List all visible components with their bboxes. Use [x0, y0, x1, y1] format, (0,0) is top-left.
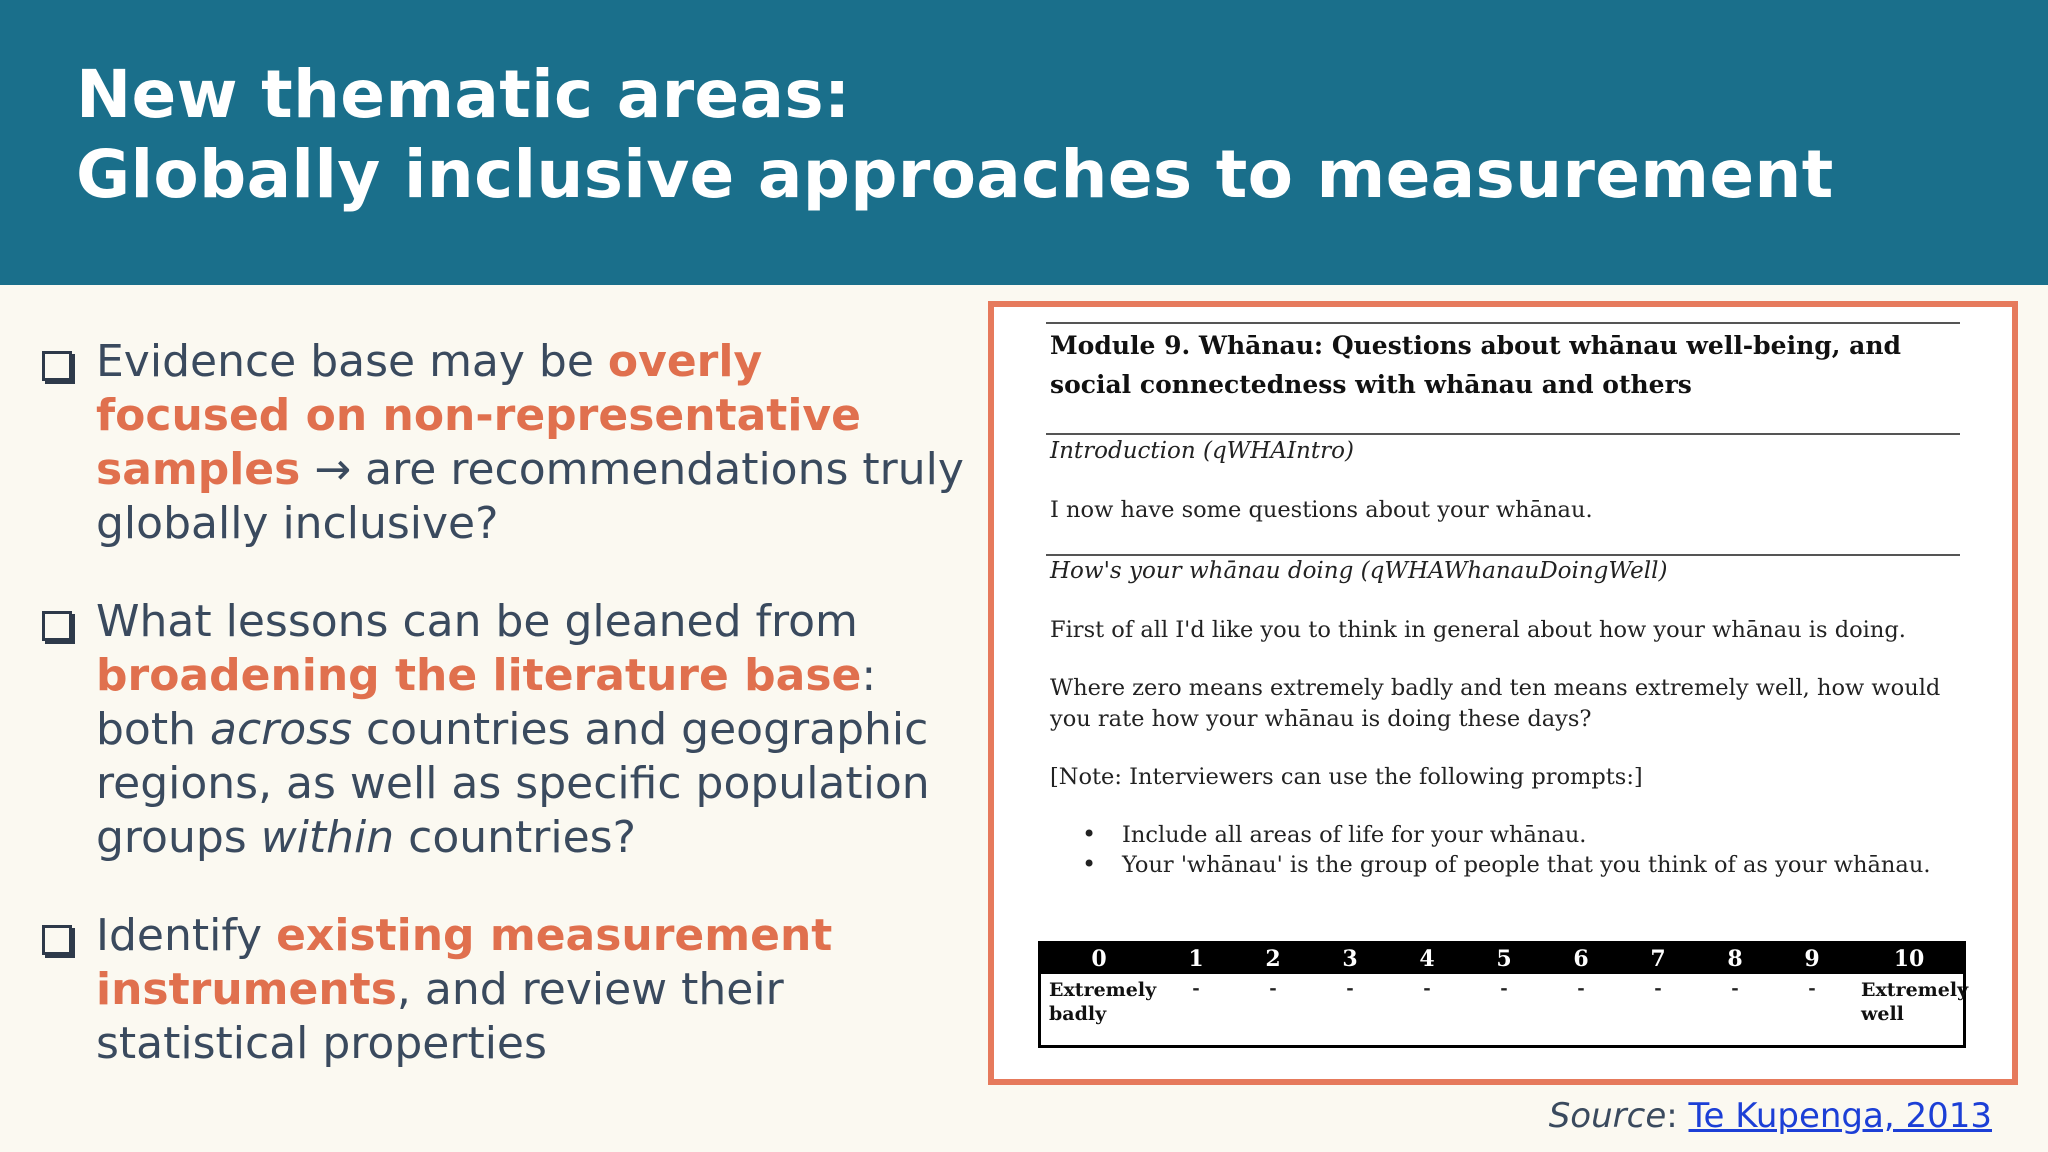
source-citation: Source: Te Kupenga, 2013 — [1548, 1096, 1992, 1136]
intro-label: Introduction (qWHAIntro) — [1050, 438, 1354, 464]
divider — [1046, 554, 1960, 556]
scale-dash: - — [1346, 978, 1354, 999]
scale-dash: - — [1808, 978, 1816, 999]
scale-number: 5 — [1496, 946, 1512, 972]
scale-dash: - — [1423, 978, 1431, 999]
scale-number: 10 — [1893, 946, 1925, 972]
source-link[interactable]: Te Kupenga, 2013 — [1688, 1096, 1992, 1136]
checkbox-bullet-icon — [42, 351, 72, 381]
title-line-2: Globally inclusive approaches to measurement — [76, 136, 1834, 213]
scale-number: 7 — [1650, 946, 1666, 972]
scale-dash: - — [1577, 978, 1585, 999]
question-intro: First of all I'd like you to think in general about how your whānau is doing. — [1050, 617, 1906, 643]
source-label: Source — [1548, 1096, 1667, 1136]
slide-title — [76, 55, 1834, 215]
scale-dash: - — [1500, 978, 1508, 999]
scale-dash: - — [1654, 978, 1662, 999]
scale-number: 6 — [1573, 946, 1589, 972]
doing-label: How's your whānau doing (qWHAWhanauDoingWell) — [1050, 558, 1668, 584]
scale-number: 1 — [1188, 946, 1204, 972]
bullet-item: Evidence base may be overly focused on non-representative samples → are recommendations truly globally inclusive? — [38, 335, 968, 551]
scale-number: 9 — [1804, 946, 1820, 972]
bullet-list — [38, 335, 968, 1071]
intro-text: I now have some questions about your whānau. — [1050, 497, 1593, 523]
prompt-item: • Include all areas of life for your whānau. — [1086, 822, 1586, 848]
bullet-item: What lessons can be gleaned from broadening the literature base: both across countries and geographic regions, as well as specific population groups within countries? — [38, 595, 968, 865]
scale-numbers-row — [1041, 944, 1963, 974]
scale-number: 8 — [1727, 946, 1743, 972]
scale-high-label: Extremely well — [1861, 979, 1969, 1025]
rating-scale — [1038, 941, 1969, 1048]
scale-dash: - — [1192, 978, 1200, 999]
checkbox-bullet-icon — [42, 925, 72, 955]
highlight-text: broadening the literature base — [96, 650, 862, 701]
scale-number: 2 — [1265, 946, 1281, 972]
module-title: Module 9. Whānau: Questions about whānau well-being, and social connectedness with whānau and others — [1050, 331, 1901, 399]
prompt-item: • Your 'whānau' is the group of people that you think of as your whānau. — [1086, 852, 1930, 878]
scale-dash: - — [1269, 978, 1277, 999]
scale-number: 4 — [1419, 946, 1435, 972]
scale-number: 3 — [1342, 946, 1358, 972]
checkbox-bullet-icon — [42, 611, 72, 641]
question-text: Where zero means extremely badly and ten means extremely well, how would you rate how your whānau is doing these days? — [1050, 675, 1941, 732]
divider — [1046, 322, 1960, 324]
title-line-1: New thematic areas: — [76, 56, 851, 133]
bullet-item: Identify existing measurement instruments, and review their statistical properties — [38, 909, 968, 1071]
interviewer-note: [Note: Interviewers can use the following prompts:] — [1050, 764, 1643, 790]
highlight-text: existing measurement instruments — [96, 910, 833, 1015]
highlight-text: overly focused on non-representative samples — [96, 336, 861, 495]
scale-number: 0 — [1091, 946, 1107, 972]
title-banner — [0, 0, 2048, 285]
scale-dash: - — [1731, 978, 1739, 999]
scale-low-label: Extremely badly — [1049, 979, 1157, 1025]
divider — [1046, 433, 1960, 435]
